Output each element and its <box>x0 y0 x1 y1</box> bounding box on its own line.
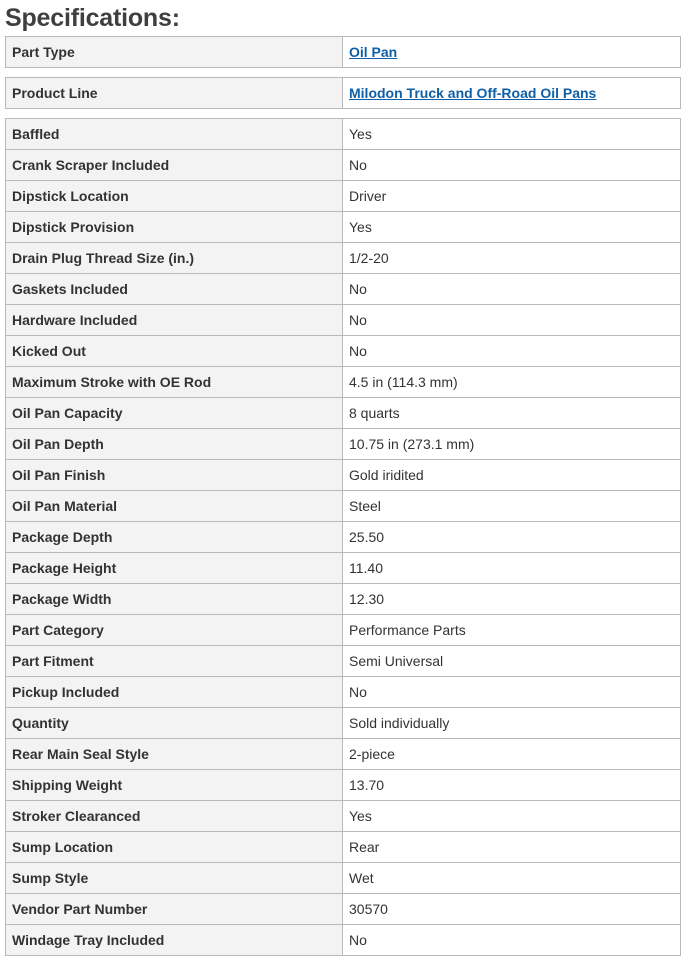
spec-value: Semi Universal <box>343 646 681 677</box>
table-row <box>6 832 681 863</box>
table-row <box>6 553 681 584</box>
table-row <box>6 429 681 460</box>
spec-label: Hardware Included <box>6 305 343 336</box>
table-row <box>6 708 681 739</box>
spec-label: Package Depth <box>6 522 343 553</box>
spec-label: Rear Main Seal Style <box>6 739 343 770</box>
table-row <box>6 37 681 68</box>
spec-value: Yes <box>343 212 681 243</box>
spec-label: Gaskets Included <box>6 274 343 305</box>
table-row <box>6 522 681 553</box>
spec-value: Yes <box>343 119 681 150</box>
spec-label: Oil Pan Depth <box>6 429 343 460</box>
spec-value: Driver <box>343 181 681 212</box>
table-row <box>6 150 681 181</box>
spec-label: Kicked Out <box>6 336 343 367</box>
table-row <box>6 894 681 925</box>
spec-label: Dipstick Location <box>6 181 343 212</box>
product-line-value <box>343 78 681 109</box>
spec-label: Baffled <box>6 119 343 150</box>
table-row <box>6 274 681 305</box>
spec-label: Part Fitment <box>6 646 343 677</box>
table-row <box>6 212 681 243</box>
table-row <box>6 925 681 956</box>
spec-label: Windage Tray Included <box>6 925 343 956</box>
spec-label: Pickup Included <box>6 677 343 708</box>
page-title: Specifications: <box>5 4 180 32</box>
spec-label: Drain Plug Thread Size (in.) <box>6 243 343 274</box>
spec-value: Rear <box>343 832 681 863</box>
spec-label: Part Category <box>6 615 343 646</box>
product-line-label: Product Line <box>6 78 343 109</box>
table-row <box>6 119 681 150</box>
spec-value: No <box>343 336 681 367</box>
table-row <box>6 615 681 646</box>
spec-value: Sold individually <box>343 708 681 739</box>
spec-value: Performance Parts <box>343 615 681 646</box>
table-row <box>6 584 681 615</box>
spec-value: Yes <box>343 801 681 832</box>
spec-label: Package Height <box>6 553 343 584</box>
table-row <box>6 78 681 109</box>
spec-value: No <box>343 305 681 336</box>
spec-value: 2-piece <box>343 739 681 770</box>
spec-value: No <box>343 925 681 956</box>
spec-value: 30570 <box>343 894 681 925</box>
spec-value: 1/2-20 <box>343 243 681 274</box>
spec-label: Sump Location <box>6 832 343 863</box>
table-row <box>6 646 681 677</box>
table-row <box>6 367 681 398</box>
table-row <box>6 739 681 770</box>
table-row <box>6 243 681 274</box>
product-line-table <box>5 77 681 109</box>
specifications-table-body <box>6 119 681 956</box>
spec-value: 25.50 <box>343 522 681 553</box>
specifications-table <box>5 118 681 956</box>
spec-label: Shipping Weight <box>6 770 343 801</box>
spec-value: No <box>343 150 681 181</box>
spec-label: Quantity <box>6 708 343 739</box>
table-row <box>6 863 681 894</box>
table-row <box>6 460 681 491</box>
spec-label: Package Width <box>6 584 343 615</box>
spec-label: Oil Pan Material <box>6 491 343 522</box>
spec-value: 11.40 <box>343 553 681 584</box>
spec-value: 10.75 in (273.1 mm) <box>343 429 681 460</box>
spec-value: Gold iridited <box>343 460 681 491</box>
table-row <box>6 336 681 367</box>
product-line-link[interactable]: Milodon Truck and Off-Road Oil Pans <box>349 85 597 101</box>
spec-label: Maximum Stroke with OE Rod <box>6 367 343 398</box>
table-row <box>6 398 681 429</box>
table-row <box>6 770 681 801</box>
part-type-link[interactable]: Oil Pan <box>349 44 398 60</box>
table-row <box>6 677 681 708</box>
spec-value: Wet <box>343 863 681 894</box>
table-row <box>6 491 681 522</box>
spec-value: 13.70 <box>343 770 681 801</box>
table-row <box>6 305 681 336</box>
spec-label: Vendor Part Number <box>6 894 343 925</box>
part-type-label: Part Type <box>6 37 343 68</box>
spec-value: 8 quarts <box>343 398 681 429</box>
table-row <box>6 801 681 832</box>
spec-value: No <box>343 274 681 305</box>
spec-value: Steel <box>343 491 681 522</box>
spec-label: Oil Pan Finish <box>6 460 343 491</box>
spec-label: Stroker Clearanced <box>6 801 343 832</box>
table-row <box>6 181 681 212</box>
spec-label: Dipstick Provision <box>6 212 343 243</box>
part-type-value <box>343 37 681 68</box>
spec-label: Sump Style <box>6 863 343 894</box>
spec-value: 4.5 in (114.3 mm) <box>343 367 681 398</box>
part-type-table <box>5 36 681 68</box>
spec-value: No <box>343 677 681 708</box>
spec-value: 12.30 <box>343 584 681 615</box>
spec-label: Oil Pan Capacity <box>6 398 343 429</box>
spec-label: Crank Scraper Included <box>6 150 343 181</box>
